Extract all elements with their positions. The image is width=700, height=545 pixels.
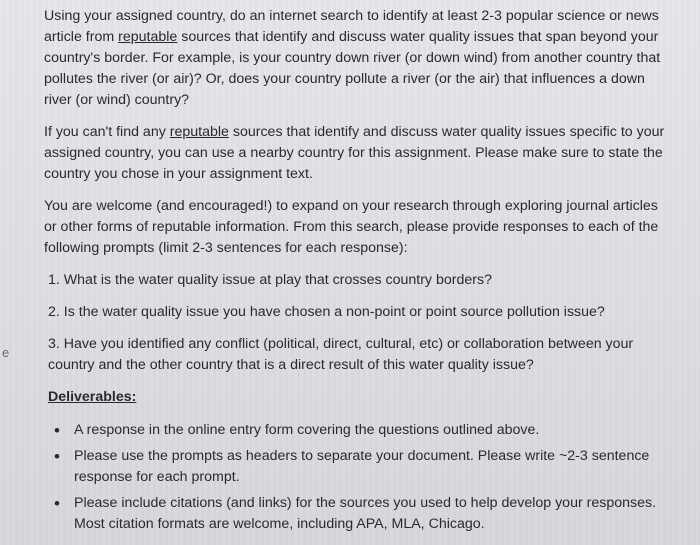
prompt-3: 3. Have you identified any conflict (political, direct, cultural, etc) or collaboration between your country and the other country that is a direct result of this water quality issue?	[48, 336, 634, 373]
deliverables-heading: Deliverables:	[48, 389, 137, 405]
p2-text-a: If you can't find any	[44, 124, 170, 140]
p2-underlined-word: reputable	[169, 124, 229, 140]
edge-text-fragment: e	[2, 345, 10, 360]
instruction-paragraph-1	[44, 6, 666, 111]
assignment-instructions	[44, 6, 666, 540]
prompt-2: 2. Is the water quality issue you have chosen a non-point or point source pollution issue?	[48, 304, 605, 320]
p1-text-b: sources that identify and discuss water quality issues that span beyond your country's border. For example, is your country down river (or down wind) from another country that pollutes the river (or air)? Or, does your country pollute a river (or the air) that influences a down river (or wind) country?	[44, 29, 661, 108]
instruction-paragraph-2	[44, 122, 666, 185]
p2-text-b: sources that identify and discuss water quality issues specific to your assigned country, you can use a nearby country for this assignment. Please make sure to state the country you chose in your assignment text.	[44, 124, 665, 182]
prompt-1: 1. What is the water quality issue at play that crosses country borders?	[48, 272, 492, 288]
instruction-paragraph-3: You are welcome (and encouraged!) to expand on your research through exploring journal articles or other forms of reputable information. From this search, please provide responses to each of the following prompts (limit 2-3 sentences for each response):	[44, 198, 659, 256]
deliverable-item: • Please include citations (and links) for the sources you used to help develop your responses. Most citation formats are welcome, including APA, MLA, Chicago.	[74, 493, 666, 535]
deliverable-item: • A response in the online entry form covering the questions outlined above.	[74, 420, 666, 441]
deliverable-item: • Please use the prompts as headers to separate your document. Please write ~2-3 sentence response for each prompt.	[74, 446, 666, 488]
p1-text-a: Using your assigned country, do an internet search to identify at least 2-3 popular science or news article from	[44, 8, 659, 45]
p1-underlined-word: reputable	[118, 29, 178, 45]
deliverables-list	[44, 420, 666, 535]
